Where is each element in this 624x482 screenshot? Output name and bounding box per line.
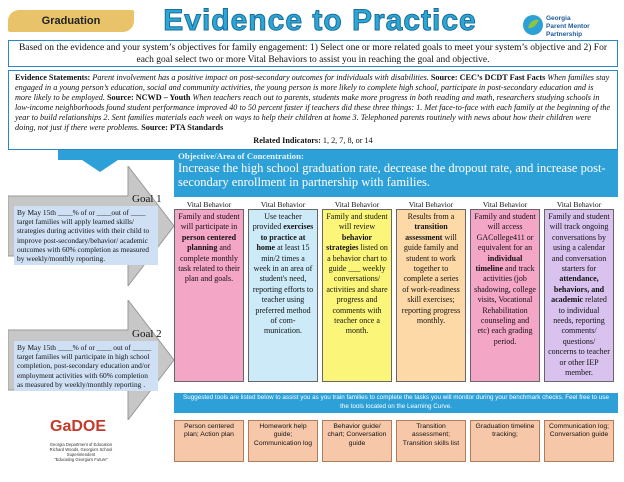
goal-1-text: By May 15th ____% of or ____out of ____ target families will apply learned skills/ strategies during activities with their child to improve post-secondary/behavior/ academic outcomes with 60% completion as measured by weekly/monthly reporting. [14, 206, 158, 265]
vital-behavior-text: Family and student will access GACollege411 or equivalent for an [474, 212, 536, 253]
gadoe-wordmark: GaDOE [50, 418, 107, 435]
evidence-text-2: When families stay engaged in a young person’s education, social and community activities, the young person is more likely to complete high school, participate in post-secondary education and is more likely to be employed. [15, 73, 610, 103]
vital-behavior-key: person centered planning [181, 232, 237, 253]
vital-behavior-box [396, 209, 466, 382]
vital-behavior-box [248, 209, 318, 382]
partner-logo-line1: Georgia [546, 15, 571, 22]
vital-behavior-key: behavior strategies [326, 232, 373, 253]
indicators-label: Related Indicators: [253, 135, 321, 145]
goal-1-label: Goal 1 [132, 193, 162, 205]
evidence-label: Evidence Statements: [15, 73, 91, 82]
objective-box [174, 150, 618, 197]
vital-behavior-text: at least 15 min/2 times a week in an area of student's need, reporting efforts to teacher using preferred method of com-munication. [252, 243, 314, 336]
tool-box: Transition assessment; Transition skills list [396, 420, 466, 462]
gadoe-logo [36, 416, 126, 474]
tool-box: Behavior guide/ chart; Conversation guide [322, 420, 392, 462]
vital-behavior-header: Vital Behavior [186, 200, 232, 209]
page-title: Evidence to Practice [163, 4, 477, 37]
tools-note: Suggested tools are listed below to assist you as you train families to complete the tasks you will monitor during your benchmark checks. Feel free to use the tools located on the Learning Curve. [174, 393, 618, 413]
partner-logo-line2: Parent Mentor [546, 23, 590, 30]
vital-behavior-header: Vital Behavior [556, 200, 602, 209]
goal-2-text: By May 15th ____% of or ____ out of _____ target families will participate in high school completion, post-secondary education and/or employment activities with 60% completion as measured by weekly/monthly reporting . [14, 341, 158, 391]
vital-behavior-header: Vital Behavior [260, 200, 306, 209]
indicators-value: 1, 2, 7, 8, or 14 [322, 135, 373, 145]
vital-behavior-box [544, 209, 614, 382]
vital-behavior-text: Family and student will track ongoing conversations by using a calendar and conversation starters for [548, 212, 610, 274]
instructions-box: Based on the evidence and your system’s objectives for family engagement: 1) Select one or more related goals to meet your system’s objective and 2) For each goal select two or more Vital Behaviors to assist you in reaching the goal and objective. [8, 40, 618, 67]
graduation-tag: Graduation [8, 10, 134, 32]
vital-behavior-text: Use teacher provided [252, 212, 302, 232]
leaf-circle-icon [522, 14, 544, 36]
vital-behavior-box [470, 209, 540, 382]
partner-logo [522, 12, 618, 42]
vital-behavior-text: listed on a behavior chart to guide ___ weekly conversations/ activities and share progress and comments with teacher once a month. [326, 243, 388, 336]
evidence-source-3: Source: PTA Standards [141, 123, 224, 133]
vital-behavior-key: attendance, behaviors, and academic [551, 274, 605, 305]
evidence-text-1: Parent involvement has a positive impact on post-secondary outcomes for individuals with disabilities. [92, 73, 429, 82]
gadoe-line1: Georgia Department of Education [49, 442, 113, 447]
gadoe-line3: "Educating Georgia's Future" [54, 457, 108, 462]
tool-box: Homework help guide; Communication log [248, 420, 318, 462]
tool-box: Communication log; Conversation guide [544, 420, 614, 462]
vital-behavior-header: Vital Behavior [408, 200, 454, 209]
tool-box: Person centered plan; Action plan [174, 420, 244, 462]
goal-2-label: Goal 2 [132, 328, 162, 340]
evidence-box [8, 70, 618, 150]
partner-logo-line3: Partnership [546, 31, 583, 38]
vital-behavior-key: individual timeline [475, 253, 523, 274]
vital-behavior-header: Vital Behavior [334, 200, 380, 209]
evidence-source-2: Source: NCWD – Youth [107, 93, 191, 103]
vital-behavior-text: will guide family and student to work together to complete a series of work-readiness skill exercises; reporting progress monthly. [401, 232, 461, 326]
vital-behavior-key: transition assessment [405, 222, 448, 242]
vital-behavior-text: and track activities (job shadowing, college visits, Vocational Rehabilitation counseling and etc) each grading period. [474, 264, 536, 346]
vital-behavior-box [322, 209, 392, 382]
vital-behavior-text: Family and student will review [326, 212, 388, 232]
objective-label: Objective/Area of Concentration: [178, 151, 304, 161]
vital-behavior-header: Vital Behavior [482, 200, 528, 209]
objective-text: Increase the high school graduation rate, decrease the dropout rate, and increase post-secondary enrollment in partnership with families. [178, 161, 606, 189]
gadoe-line2: Richard Woods, Georgia's School Superintendent [49, 447, 113, 457]
vital-behavior-text: Family and student will participate in [178, 212, 240, 232]
tool-box: Graduation timeline tracking; [470, 420, 540, 462]
evidence-source-1: Source: CEC’s DCDT Fast Facts [430, 73, 546, 82]
vital-behavior-text: Results from a [407, 212, 455, 221]
evidence-text-3: When teachers reach out to parents, students make more progress in both reading and math, researchers studying schools in low-income neighborhoods found student performance improved 40 to 50 percent faster if teachers did these three things: 1. Met face-to-face with each family at the beginning of the year to build relationships 2. Sent families materials each week on ways to help their children at home 3. Telephoned parents routinely with news about how their children were doing, not just if there were problems. [15, 93, 611, 133]
vital-behavior-text: and complete monthly task related to their plan and goals. [178, 243, 240, 284]
vital-behavior-key: exercises to practice at home [256, 222, 314, 253]
vital-behavior-text: related to individual needs, reporting comments/ questions/ concerns to teacher or other IEP member. [548, 295, 610, 378]
vital-behavior-box [174, 209, 244, 382]
